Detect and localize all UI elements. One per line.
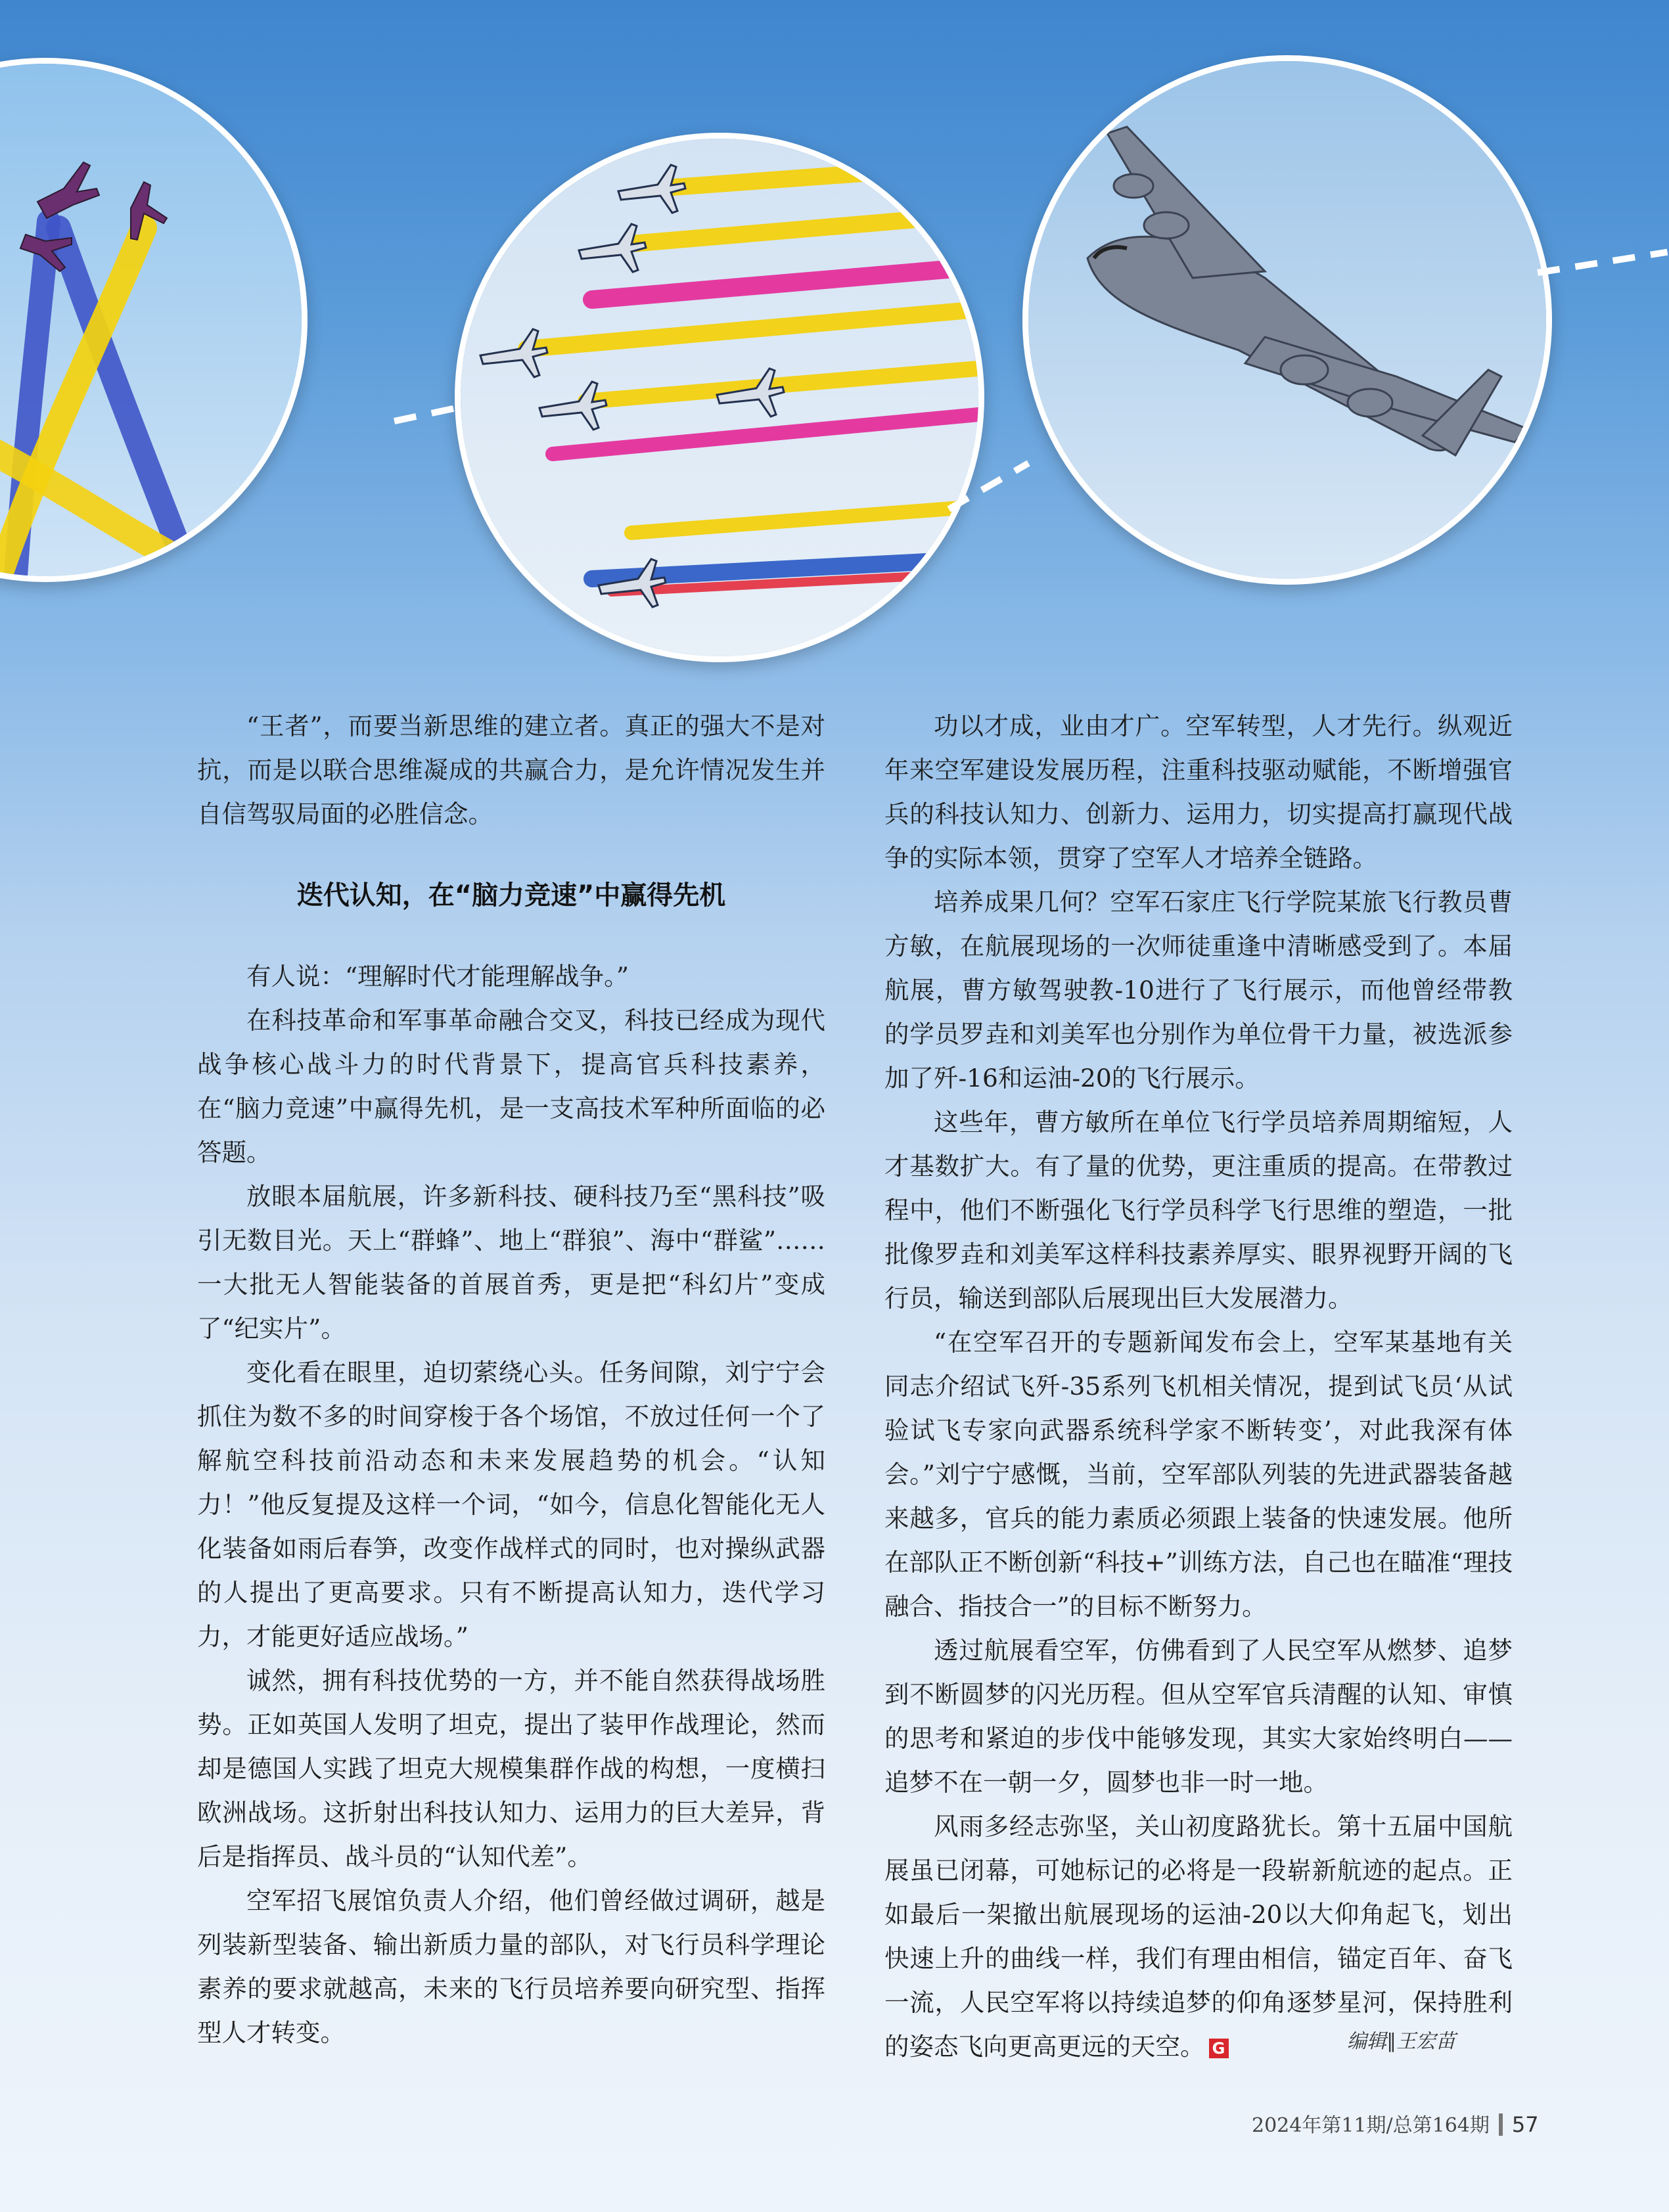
paragraph: 变化看在眼里，迫切萦绕心头。任务间隙，刘宁宁会抓住为数不多的时间穿梭于各个场馆，不放过任何一个了解航空科技前沿动态和未来发展趋势的机会。“认知力！”他反复提及这样一个词，“如今，信息化智能化无人化装备如雨后春笋，改变作战样式的同时，也对操纵武器的人提出了更高要求。只有不断提高认知力，迭代学习力，才能更好适应战场。” [197, 1358, 825, 1651]
paragraph-text: 风雨多经志弥坚，关山初度路犹长。第十五届中国航展虽已闭幕，可她标记的必将是一段崭新航迹的起点。正如最后一架撤出航展现场的运油-20以大仰角起飞，划出快速上升的曲线一样，我们有理由相信，锚定百年、奋飞一流，人民空军将以持续追梦的仰角逐梦星河，保持胜利的姿态飞向更高更远的天空。 [884, 1812, 1513, 2061]
paragraph: 培养成果几何？空军石家庄飞行学院某旅飞行教员曹方敏，在航展现场的一次师徒重逢中清晰感受到了。本届航展，曹方敏驾驶教-10进行了飞行展示，而他曾经带教的学员罗垚和刘美军也分别作为单位骨干力量，被选派参加了歼-16和运油-20的飞行展示。 [884, 888, 1513, 1093]
paragraph: 透过航展看空军，仿佛看到了人民空军从燃梦、追梦到不断圆梦的闪光历程。但从空军官兵清醒的认知、审慎的思考和紧迫的步伐中能够发现，其实大家始终明白——追梦不在一朝一夕，圆梦也非一时一地。 [884, 1636, 1513, 1797]
section-heading: 迭代认知，在“脑力竞速”中赢得先机 [296, 880, 726, 911]
left-column [197, 704, 825, 2055]
paragraph: 空军招飞展馆负责人介绍，他们曾经做过调研，越是列装新型装备、输出新质力量的部队，对飞行员科学理论素养的要求就越高，未来的飞行员培养要向研究型、指挥型人才转变。 [197, 1886, 825, 2047]
aerobatic-jets-smoke-illustration [0, 64, 302, 576]
end-mark-icon: G [1209, 2039, 1229, 2058]
page-number: 57 [1511, 2112, 1539, 2137]
aerobatic-jets-smoke-photo [0, 58, 308, 582]
right-column [884, 704, 1513, 2069]
paragraph: 诚然，拥有科技优势的一方，并不能自然获得战场胜势。正如英国人发明了坦克，提出了装甲作战理论，然而却是德国人实践了坦克大规模集群作战的构想，一度横扫欧洲战场。这折射出科技认知力、运用力的巨大差异，背后是指挥员、战斗员的“认知代差”。 [197, 1666, 825, 1871]
j10-formation-colored-smoke-photo [455, 133, 984, 662]
folio-divider [1499, 2113, 1503, 2136]
paragraph: 有人说：“理解时代才能理解战争。” [246, 962, 629, 991]
page-folio [1252, 2109, 1539, 2138]
paragraph: “王者”，而要当新思维的建立者。真正的强大不是对抗，而是以联合思维凝成的共赢合力，是允许情况发生并自信驾驭局面的必胜信念。 [197, 711, 825, 828]
paragraph: 功以才成，业由才广。空军转型，人才先行。纵观近年来空军建设发展历程，注重科技驱动赋能，不断增强官兵的科技认知力、创新力、运用力，切实提高打赢现代战争的实际本领，贯穿了空军人才培养全链路。 [884, 711, 1513, 872]
paragraph: 这些年，曹方敏所在单位飞行学员培养周期缩短，人才基数扩大。有了量的优势，更注重质的提高。在带教过程中，他们不断强化飞行学员科学飞行思维的塑造，一批批像罗垚和刘美军这样科技素养厚实、眼界视野开阔的飞行员，输送到部队后展现出巨大发展潜力。 [884, 1108, 1513, 1313]
y20-transport-aircraft-photo [1022, 55, 1552, 585]
paragraph: “在空军召开的专题新闻发布会上，空军某基地有关同志介绍试飞歼-35系列飞机相关情况，提到试飞员‘从试验试飞专家向武器系统科学家不断转变’，对此我深有体会。”刘宁宁感慨，当前，空军部队列装的先进武器装备越来越多，官兵的能力素质必须跟上装备的快速发展。他所在部队正不断创新“科技+”训练方法，自己也在瞄准“理技融合、指技合一”的目标不断努力。 [884, 1328, 1513, 1621]
dashed-connector-1 [394, 404, 459, 424]
editor-credit: 编辑∥王宏苗 [1347, 2030, 1455, 2053]
paragraph: 放眼本届航展，许多新科技、硬科技乃至“黑科技”吸引无数目光。天上“群蜂”、地上“群狼”、海中“群鲨”……一大批无人智能装备的首展首秀，更是把“科幻片”变成了“纪实片”。 [197, 1182, 825, 1343]
y20-transport-illustration [1028, 61, 1546, 579]
paragraph: 在科技革命和军事革命融合交叉，科技已经成为现代战争核心战斗力的时代背景下，提高官兵科技素养，在“脑力竞速”中赢得先机，是一支高技术军种所面临的必答题。 [197, 1006, 825, 1167]
issue-info: 2024年第11期/总第164期 [1252, 2114, 1490, 2137]
j10-formation-illustration [461, 139, 978, 656]
dashed-connector-3 [1537, 249, 1668, 276]
